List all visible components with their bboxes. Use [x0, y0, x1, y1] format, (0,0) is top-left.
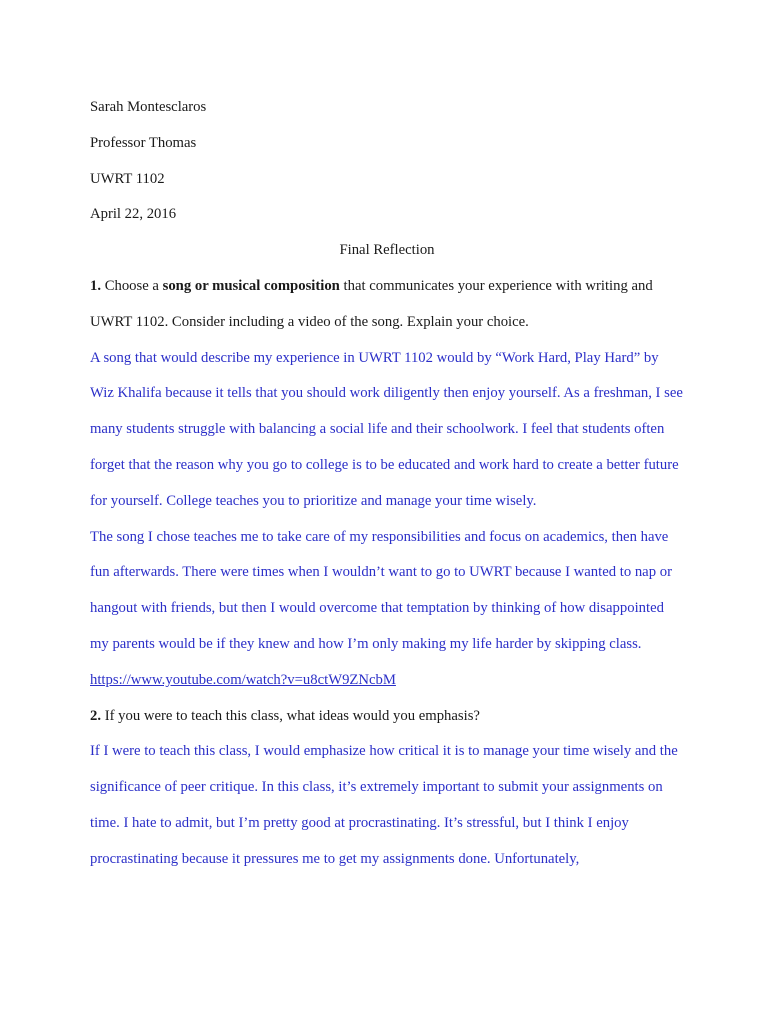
student-name: Sarah Montesclaros [90, 99, 207, 115]
professor-name: Professor Thomas [90, 134, 197, 151]
answer-2-paragraph-1: If I were to teach this class, I would emphasize how critical it is to manage your time wisely and the significance of peer critique. In this class, it’s extremely important to submit your assignments on time. I hate to admit, but I’m pretty good at procrastinating. It’s stressful, but I think I enjoy procrastinating because it pressures me to get my assignments done. Unfortunately, [90, 743, 678, 867]
question-2-prompt [90, 699, 684, 735]
question-1-number: 1. [90, 277, 102, 294]
question-1-prompt-before: Choose a [104, 277, 159, 294]
question-1-prompt [90, 269, 684, 341]
answer-1-paragraph-1: A song that would describe my experience in UWRT 1102 would by “Work Hard, Play Hard” by Wiz Khalifa because it tells that you should work diligently then enjoy yourself. As a freshman, I see many students struggle with balancing a social life and their schoolwork. I feel that students often forget that the reason why you go to college is to be educated and work hard to create a better future for yourself. College teaches you to prioritize and manage your time wisely. [90, 349, 683, 509]
question-2-prompt-text: If you were to teach this class, what ideas would you emphasis? [104, 707, 480, 724]
document-date: April 22, 2016 [90, 206, 177, 223]
course-code: UWRT 1102 [90, 170, 165, 187]
document-title: Final Reflection [339, 242, 435, 259]
question-1-prompt-bold: song or musical composition [162, 277, 340, 294]
question-2-number: 2. [90, 707, 102, 724]
youtube-link[interactable]: https://www.youtube.com/watch?v=u8ctW9ZNcbM [90, 671, 396, 688]
question-1-prompt-after: that communicates your experience with writing and UWRT 1102. Consider including a video of the song. Explain your choice. [90, 277, 653, 330]
youtube-link-line [90, 663, 684, 699]
answer-1-paragraph-2: The song I chose teaches me to take care of my responsibilities and focus on academics, then have fun afterwards. There were times when I wouldn’t want to go to UWRT because I wanted to nap or hangout with friends, but then I would overcome that temptation by thinking of how disappointed my parents would be if they knew and how I’m only making my life harder by skipping class. [90, 528, 672, 652]
